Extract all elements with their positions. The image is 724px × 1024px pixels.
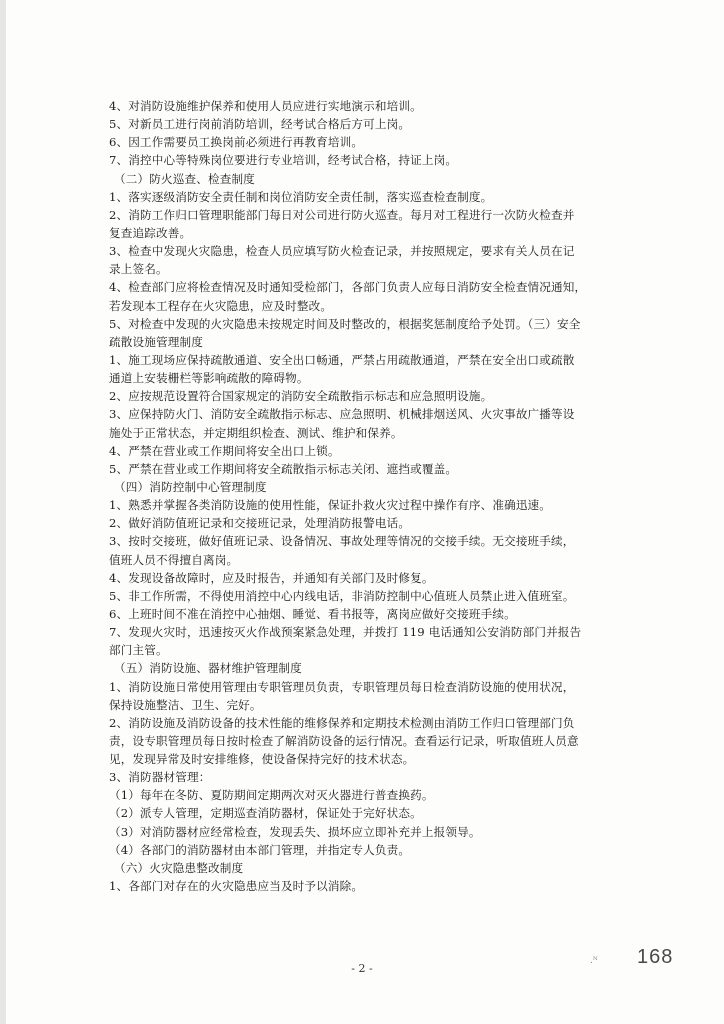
text-line: 1、施工现场应保持疏散通道、安全出口畅通，严禁占用疏散通道，严禁在安全出口或疏散 [109,352,575,367]
text-line: 4、严禁在营业或工作期间将安全出口上锁。 [109,443,340,458]
text-line: 1、熟悉并掌握各类消防设施的使用性能，保证扑救火灾过程中操作有序、准确迅速。 [109,498,552,513]
text-line: 4、检查部门应将检查情况及时通知受检部门，各部门负责人应每日消防安全检查情况通知， [109,280,587,295]
text-line: 1、落实逐级消防安全责任制和岗位消防安全责任制，落实巡查检查制度。 [109,189,493,204]
text-line: 7、发现火灾时，迅速按灭火作战预案紧急处理，并拨打 119 电话通知公安消防部门并报告 [109,625,582,640]
text-line: 保持设施整洁、卫生、完好。 [109,697,262,712]
text-line: 2、消防设施及消防设备的技术性能的维修保养和定期技术检测由消防工作归口管理部门负 [109,715,575,730]
text-line: 3、消防器材管理： [109,770,211,785]
text-line: 通道上安装栅栏等影响疏散的障碍物。 [109,371,309,386]
text-line: 见，发现异常及时安排维修，使设备保持完好的技术状态。 [109,752,415,767]
text-line: 复查追踪改善。 [109,225,192,240]
text-line: 3、按时交接班，做好值班记录、设备情况、事故处理等情况的交接手续。无交接班手续， [109,534,575,549]
text-line: 4、发现设备故障时，应及时报告，并通知有关部门及时修复。 [109,570,434,585]
text-line: 2、消防工作归口管理职能部门每日对公司进行防火巡查。每月对工程进行一次防火检查并 [109,207,575,222]
text-line: 3、检查中发现火灾隐患，检查人员应填写防火检查记录，并按照规定，要求有关人员在记 [109,244,575,259]
text-line: 部门主管。 [109,643,168,658]
text-line: （3）对消防器材应经常检查，发现丢失、损坏应立即补充并上报领导。 [109,824,481,839]
text-line: 5、对检查中发现的火灾隐患未按规定时间及时整改的，根据奖惩制度给予处罚。（三）安全 [109,316,581,331]
page-number: - 2 - [351,962,373,975]
text-line: 1、消防设施日常使用管理由专职管理员负责，专职管理员每日检查消防设施的使用状况， [109,679,575,694]
text-line: 疏散设施管理制度 [109,334,203,349]
text-line: 6、因工作需要员工换岗前必须进行再教育培训。 [109,135,364,150]
text-line: 责，设专职管理员每日按时检查了解消防设备的运行情况。查看运行记录，听取值班人员意 [109,733,579,748]
text-line: 2、应按规范设置符合国家规定的消防安全疏散指示标志和应急照明设施。 [109,389,493,404]
text-line: 4、对消防设施维护保养和使用人员应进行实地演示和培训。 [109,99,422,113]
text-line: 3、应保持防火门、消防安全疏散指示标志、应急照明、机械排烟送风、火灾事故广播等设 [109,407,575,422]
text-line: （2）派专人管理，定期巡查消防器材，保证处于完好状态。 [109,806,422,821]
text-line: 录上签名。 [109,262,168,277]
corner-mark: .ᴺ [590,956,598,966]
text-line: 7、消控中心等特殊岗位要进行专业培训，经考试合格，持证上岗。 [109,153,458,168]
text-line: 5、严禁在营业或工作期间将安全疏散指示标志关闭、遮挡或覆盖。 [109,461,458,476]
document-body [109,97,629,895]
text-line: （4）各部门的消防器材由本部门管理，并指定专人负责。 [109,842,411,857]
text-line: 6、上班时间不准在消控中心抽烟、睡觉、看书报等，离岗应做好交接班手续。 [109,606,516,621]
text-line: 1、各部门对存在的火灾隐患应当及时予以消除。 [109,879,364,894]
text-line: 5、非工作所需，不得使用消控中心内线电话，非消防控制中心值班人员禁止进入值班室。 [109,588,575,603]
text-line: 值班人员不得擅自离岗。 [109,552,239,567]
text-line: （六）火灾隐患整改制度 [114,860,244,875]
stamp-number: 168 [637,946,674,968]
text-line: （五）消防设施、器材维护管理制度 [114,661,302,676]
text-line: （二）防火巡查、检查制度 [114,171,255,186]
text-line: 5、对新员工进行岗前消防培训，经考试合格后方可上岗。 [109,117,411,132]
text-line: 2、做好消防值班记录和交接班记录，处理消防报警电话。 [109,516,411,531]
scan-edge [0,0,6,1024]
text-line: 施处于正常状态，并定期组织检查、测试、维护和保养。 [109,425,403,440]
text-line: （1）每年在冬防、夏防期间定期两次对灭火器进行普查换药。 [109,788,434,803]
text-line: 若发现本工程存在火灾隐患，应及时整改。 [109,298,333,313]
text-line: （四）消防控制中心管理制度 [114,479,267,494]
